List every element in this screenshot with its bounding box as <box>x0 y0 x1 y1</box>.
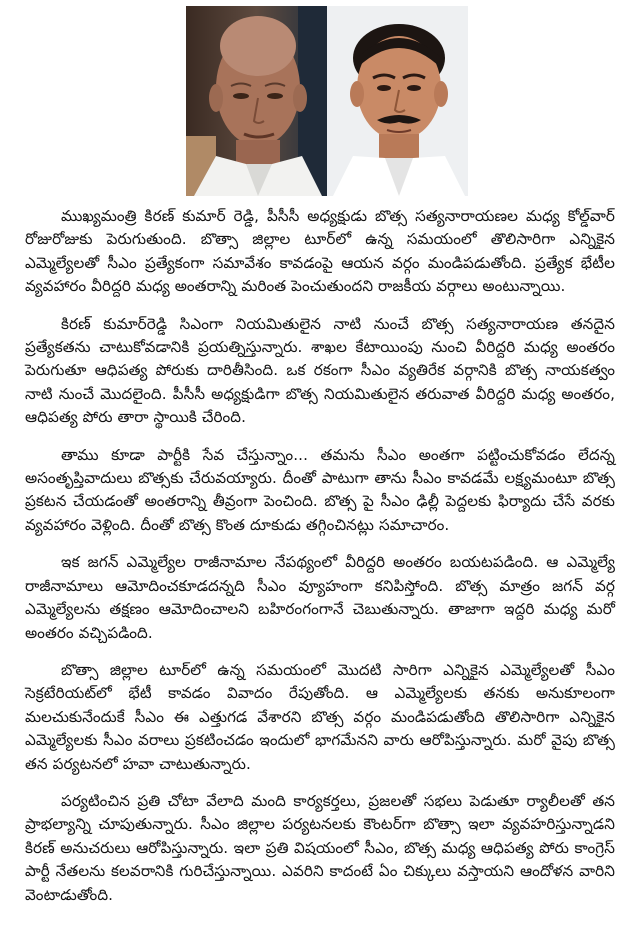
article-photo-strip <box>186 6 468 196</box>
article-paragraph: తాము కూడా పార్టీకి సేవ చేస్తున్నాం... తమను సీఎం అంతగా పట్టించుకోవడం లేదన్న అసంతృప్తివాదులు బొత్సకు చేరువయ్యారు. దీంతో పాటుగా తాను సీఎం కావడమే లక్ష్యమంటూ బొత్స ప్రకటన చేయడంతో అంతరాన్ని తీవ్రంగా పెంచింది. బొత్స పై సీఎం ఢిల్లీ పెద్దలకు ఫిర్యాదు చేసే వరకు వ్యవహారం వెళ్లింది. దీంతో బొత్స కొంత దూకుడు తగ్గించినట్లు సమాచారం. <box>25 445 615 534</box>
article-paragraph: బొత్సా జిల్లాల టూర్‌లో ఉన్న సమయంలో మొదటి సారిగా ఎన్నికైన ఎమ్మెల్యేలతో సీఎం సెక్రటేరియట్‌లో భేటీ కావడం వివాదం రేపుతోంది. ఆ ఎమ్మెల్యేలకు తనకు అనుకూలంగా మలచుకునేందుకే సీఎం ఈ ఎత్తుగడ వేశారని బొత్స వర్గం మండిపడుతోంది తొలిసారిగా ఎన్నికైన ఎమ్మెల్యేలకు సీఎం వరాలు ప్రకటించడం ఇందులో భాగమేనని వారు ఆరోపిస్తున్నారు. మరో వైపు బొత్స తన పర్యటనలో హవా చాటుతున్నారు. <box>25 660 615 773</box>
article-paragraph: పర్యటించిన ప్రతి చోటా వేలాది మంది కార్యకర్తలు, ప్రజలతో సభలు పెడుతూ ర్యాలీలతో తన ప్రాభల్యాన్ని చూపుతున్నారు. సీఎం జిల్లాల పర్యటనలకు కౌంటర్‌గా బొత్సా ఇలా వ్యవహరిస్తున్నాడని కిరణ్ అనుచరులు ఆరోపిస్తున్నారు. ఇలా ప్రతి విషయంలో సీఎం, బొత్స మధ్య ఆధిపత్య పోరు కాంగ్రెస్ పార్టీ నేతలను కలవరానికి గురిచేస్తున్నాయి. ఎవరిని కాదంటే ఏం చిక్కులు వస్తాయని ఆందోళన వారిని వెంటాడుతోంది. <box>25 791 615 904</box>
article-paragraph: ఇక జగన్ ఎమ్మెల్యేల రాజీనామాల నేపథ్యంలో వీరిద్దరి అంతరం బయటపడింది. ఆ ఎమ్మెల్యే రాజీనామాలు ఆమోదించకూడదన్నది సీఎం వ్యూహంగా కనిపిస్తోంది. బొత్స మాత్రం జగన్ వర్గ ఎమ్మెల్యేలను తక్షణం ఆమోదించాలని బహిరంగంగానే చెబుతున్నారు. తాజాగా ఇద్దరి మధ్య మరో అంతరం వచ్చిపడింది. <box>25 553 615 642</box>
left-portrait-photo <box>186 6 327 196</box>
right-portrait-photo <box>327 6 468 196</box>
article-body <box>25 205 615 921</box>
portrait-photo-right-image <box>327 6 468 196</box>
article-paragraph: కిరణ్ కుమార్‌రెడ్డి సిఎంగా నియమితులైన నాటి నుంచే బొత్స సత్యనారాయణ తనదైన ప్రత్యేకతను చాటుకోవడానికి ప్రయత్నిస్తున్నారు. శాఖల కేటాయింపు నుంచి వీరిద్దరి మధ్య అంతరం పెరుగుతూ ఆధిపత్య పోరుకు దారితీసింది. ఒక రకంగా సీఎం వ్యతిరేక వర్గానికి బొత్స నాయకత్వం నాటి నుంచే మొదలైంది. పీసీసీ అధ్యక్షుడిగా బొత్స నియమితులైన తరువాత వీరిద్దరి మధ్య అంతరం, ఆధిపత్య పోరు తారా స్థాయికి చేరింది. <box>25 314 615 427</box>
portrait-photo-left-image <box>186 6 327 196</box>
article-paragraph: ముఖ్యమంత్రి కిరణ్ కుమార్ రెడ్డి, పీసీసీ అధ్యక్షుడు బొత్స సత్యనారాయణల మధ్య కోల్డ్‌వార్ రోజురోజుకు పెరుగుతుంది. బొత్సా జిల్లాల టూర్‌లో ఉన్న సమయంలో తొలిసారిగా ఎన్నికైన ఎమ్మెల్యేలతో సీఎం ప్రత్యేకంగా సమావేశం కావడంపై ఆయన వర్గం మండిపడుతోంది. ప్రత్యేక భేటీల వ్యవహారం వీరిద్దరి మధ్య అంతరాన్ని మరింత పెంచుతుందని రాజకీయ వర్గాలు అంటున్నాయి. <box>25 207 615 296</box>
